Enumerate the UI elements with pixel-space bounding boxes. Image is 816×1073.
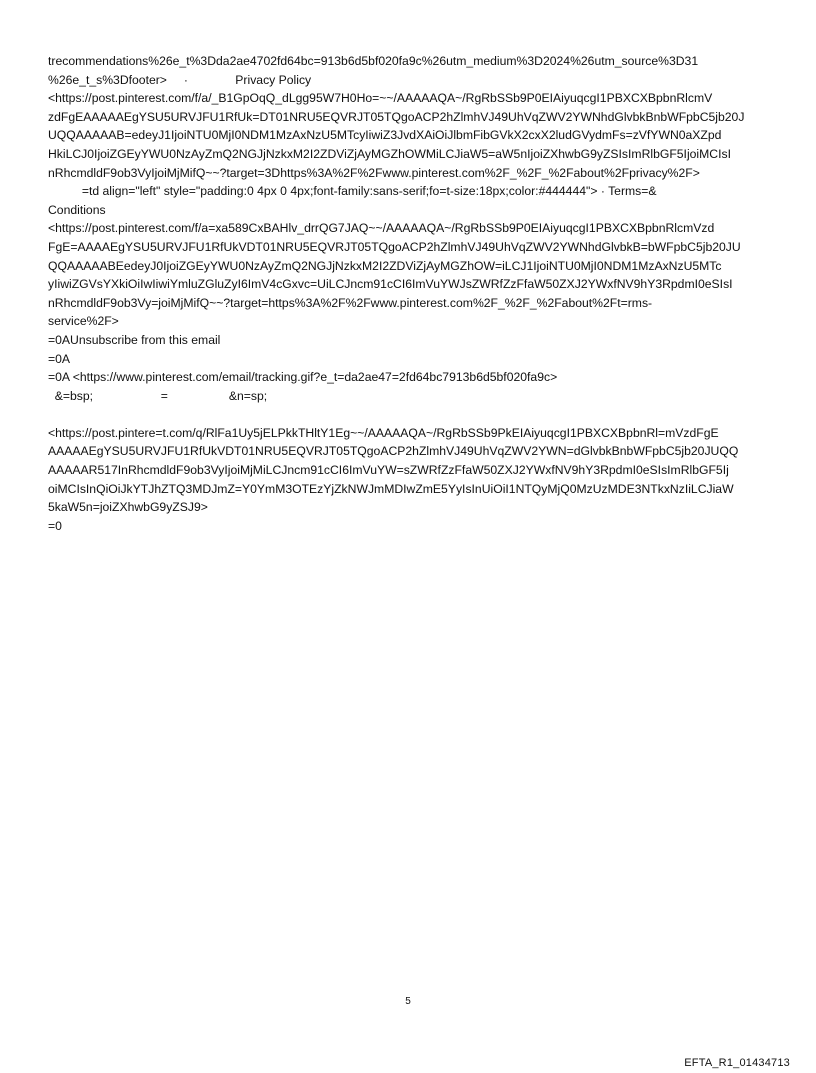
text-line: UQQAAAAAB=edeyJ1IjoiNTU0MjI0NDM1MzAxNzU5MTcyIiwiZ3JvdXAiOiJlbmFibGVkX2cxX2ludGVydmFs=zVfYWN0aXZpd — [48, 128, 722, 143]
text-line: 5kaW5n=joiZXhwbG9yZSJ9> — [48, 500, 208, 515]
text-line: =0 — [48, 518, 62, 533]
text-line: =td align="left" style="padding:0 4px 0 4px;font-family:sans-serif;fo=t-size:18px;color:#444444"> · Terms=& — [48, 184, 657, 199]
text-line: <https://post.pinterest.com/f/a=xa589CxBAHlv_drrQG7JAQ~~/AAAAAQA~/RgRbSSb9P0EIAiyuqcgI1PBXCXBpbnRlcmVzd — [48, 221, 715, 236]
text-line: =0A <https://www.pinterest.com/email/tracking.gif?e_t=da2ae47=2fd64bc7913b6d5bf020fa9c> — [48, 370, 558, 385]
text-line: trecommendations%26e_t%3Dda2ae4702fd64bc=913b6d5bf020fa9c%26utm_medium%3D2024%26utm_source%3D31 — [48, 54, 699, 68]
email-source-text — [48, 52, 773, 535]
text-line: HkiLCJ0IjoiZGEyYWU0NzAyZmQ2NGJjNzkxM2I2ZDViZjAyMGZhOWMiLCJiaW5=aW5nIjoiZXhwbG9yZSIsImRlbGF5IjoiMCIsI — [48, 146, 731, 161]
text-line: <https://post.pintere=t.com/q/RlFa1Uy5jELPkkTHltY1Eg~~/AAAAAQA~/RgRbSSb9PkEIAiyuqcgI1PBXCXBpbnRl=mVzdFgE — [48, 425, 719, 440]
text-line: oiMCIsInQiOiJkYTJhZTQ3MDJmZ=Y0YmM3OTEzYjZkNWJmMDIwZmE5YyIsInUiOiI1NTQyMjQ0MzUzMDE3NTkxNzIiLCJiaW — [48, 481, 734, 496]
blank-line — [48, 405, 773, 424]
page-number: 5 — [405, 996, 411, 1007]
text-line: service%2F> — [48, 314, 119, 329]
text-line: nRhcmdldF9ob3VyIjoiMjMifQ~~?target=3Dhttps%3A%2F%2Fwww.pinterest.com%2F_%2F_%2Fabout%2Fprivacy%2F> — [48, 165, 700, 180]
text-line: zdFgEAAAAAEgYSU5URVJFU1RfUk=DT01NRU5EQVRJT05TQgoACP2hZlmhVJ49UhVqZWV2YWNhdGlvbkBnbWFpbC5jb20J — [48, 109, 745, 124]
text-line: %26e_t_s%3Dfooter> · Privacy Policy — [48, 72, 312, 87]
text-line: FgE=AAAAEgYSU5URVJFU1RfUkVDT01NRU5EQVRJT05TQgoACP2hZlmhVJ49UhVqZWV2YWNhdGlvbkB=bWFpbC5jb20JU — [48, 239, 741, 254]
text-line: nRhcmdldF9ob3Vy=joiMjMifQ~~?target=https%3A%2F%2Fwww.pinterest.com%2F_%2F_%2Fabout%2Ft=rms- — [48, 295, 653, 310]
bates-number: EFTA_R1_01434713 — [684, 1057, 790, 1069]
text-line: =0AUnsubscribe from this email — [48, 332, 221, 347]
text-line: &=bsp; = &n=sp; — [48, 388, 268, 403]
text-line: yIiwiZGVsYXkiOiIwIiwiYmluZGluZyI6ImV4cGxvc=UiLCJncm91cCI6ImVuYWJsZWRfZzFfaW50ZXJ2YWxfNV9hY3RpdmI0eSIsI — [48, 277, 733, 292]
text-line: QQAAAAABEedeyJ0IjoiZGEyYWU0NzAyZmQ2NGJjNzkxM2I2ZDViZjAyMGZhOW=iLCJ1IjoiNTU0MjI0NDM1MzAxNzU5MTc — [48, 258, 722, 273]
text-line: AAAAAR517InRhcmdldF9ob3VyIjoiMjMiLCJncm91cCI6ImVuYW=sZWRfZzFfaW50ZXJ2YWxfNV9hY3RpdmI0eSIsImRlbGF5Ij — [48, 463, 729, 478]
text-line: Conditions — [48, 202, 106, 217]
text-line: <https://post.pinterest.com/f/a/_B1GpOqQ_dLgg95W7H0Ho=~~/AAAAAQA~/RgRbSSb9P0EIAiyuqcgI1PBXCXBpbnRlcmV — [48, 91, 713, 106]
text-line: AAAAAEgYSU5URVJFU1RfUkVDT01NRU5EQVRJT05TQgoACP2hZlmhVJ49UhVqZWV2YWN=dGlvbkBnbWFpbC5jb20JUQQ — [48, 444, 739, 459]
text-line: =0A — [48, 351, 71, 366]
